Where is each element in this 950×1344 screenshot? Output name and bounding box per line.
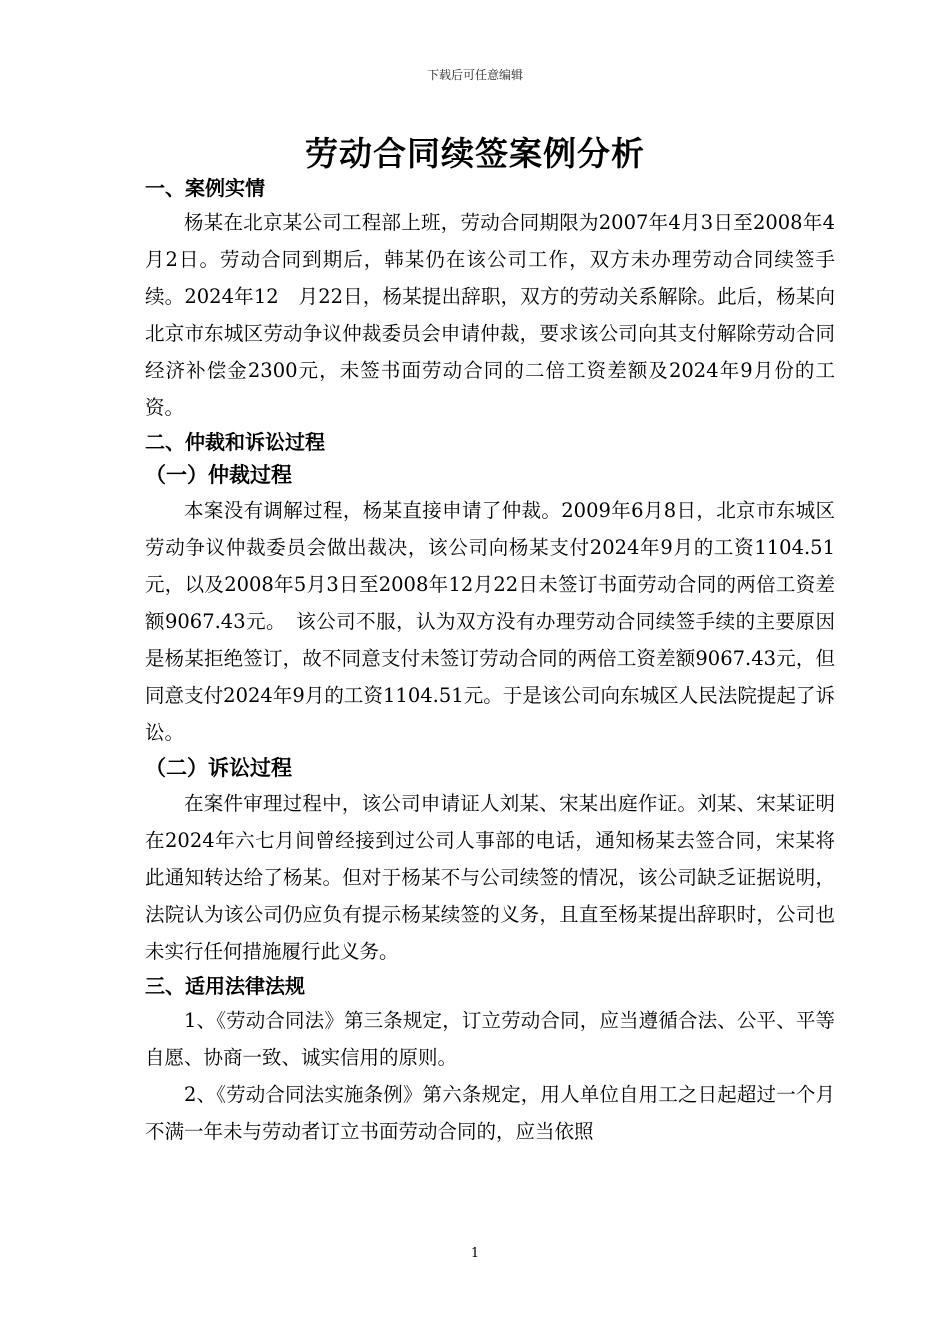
paragraph-litigation: 在案件审理过程中，该公司申请证人刘某、宋某出庭作证。刘某、宋某证明在2024年六七月间曾经接到过公司人事部的电话，通知杨某去签合同，宋某将此通知转达给了杨某。但对于杨某不与公司续签的情况，该公司缺乏证据说明，法院认为该公司仍应负有提示杨某续签的义务，且直至杨某提出辞职时，公司也未实行任何措施履行此义务。 xyxy=(145,792,835,963)
page-number: 1 xyxy=(470,1246,480,1261)
section-heading-process: 二、仲裁和诉讼过程 xyxy=(145,430,325,454)
subsection-heading-litigation: （二）诉讼过程 xyxy=(145,756,292,780)
paragraph-arbitration: 本案没有调解过程，杨某直接申请了仲裁。2009年6月8日，北京市东城区劳动争议仲裁委员会做出裁决，该公司向杨某支付2024年9月的工资1104.51元，以及2008年5月3日至2008年12月22日未签订书面劳动合同的两倍工资差额9067.43元。 该公司不服，认为双方没有办理劳动合同续签手续的主要原因是杨某拒绝签订，故不同意支付未签订劳动合同的两倍工资差额9067.43元，但同意支付2024年9月的工资1104.51元。于是该公司向东城区人民法院提起了诉讼。 xyxy=(145,499,835,744)
page-title: 劳动合同续签案例分析 xyxy=(305,134,645,173)
section-heading-facts: 一、案例实情 xyxy=(145,176,265,200)
section-heading-laws: 三、适用法律法规 xyxy=(145,974,305,998)
subsection-heading-arbitration: （一）仲裁过程 xyxy=(145,463,292,487)
paragraph-law-2: 2、《劳动合同法实施条例》第六条规定，用人单位自用工之日起超过一个月不满一年未与劳动者订立书面劳动合同的，应当依照 xyxy=(145,1083,835,1143)
paragraph-facts: 杨某在北京某公司工程部上班，劳动合同期限为2007年4月3日至2008年4月2日。劳动合同到期后，韩某仍在该公司工作，双方未办理劳动合同续签手续。2024年12 月22日，杨某提出辞职，双方的劳动关系解除。此后，杨某向北京市东城区劳动争议仲裁委员会申请仲裁，要求该公司向其支付解除劳动合同经济补偿金2300元，未签书面劳动合同的二倍工资差额及2024年9月份的工资。 xyxy=(145,211,835,419)
paragraph-law-1: 1、《劳动合同法》第三条规定，订立劳动合同，应当遵循合法、公平、平等自愿、协商一致、诚实信用的原则。 xyxy=(145,1009,835,1069)
document-body xyxy=(145,172,835,1150)
header-note: 下载后可任意编辑 xyxy=(426,68,523,82)
